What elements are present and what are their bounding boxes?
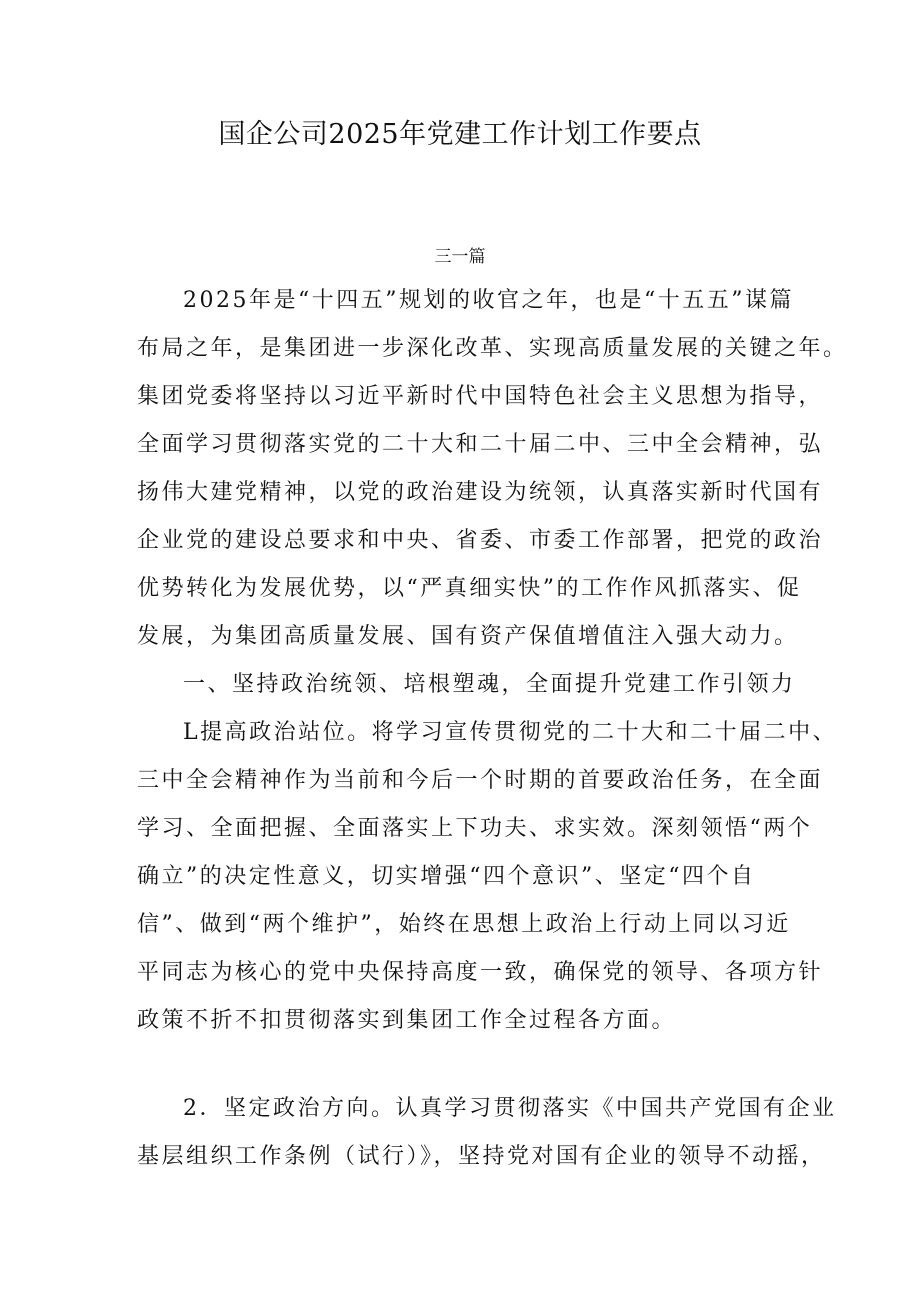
paragraph-line: 布局之年，是集团进一步深化改革、实现高质量发展的关键之年。 (137, 336, 848, 361)
paragraph-line: 信”、做到“两个维护”，始终在思想上政治上行动上同以习近 (137, 912, 791, 937)
paragraph-line: 集团党委将坚持以习近平新时代中国特色社会主义思想为指导， (137, 384, 824, 409)
paragraph-line: 企业党的建设总要求和中央、省委、市委工作部署，把党的政治 (137, 528, 824, 553)
document-subtitle: 三一篇 (434, 247, 486, 267)
paragraph-line: 基层组织工作条例（试行）》，坚持党对国有企业的领导不动摇， (137, 1144, 826, 1169)
paragraph-line: 政策不折不扣贯彻落实到集团工作全过程各方面。 (137, 1008, 677, 1033)
paragraph-line: 2025年是“十四五”规划的收官之年，也是“十五五”谋篇 (183, 288, 794, 313)
paragraph-line: 发展，为集团高质量发展、国有资产保值增值注入强大动力。 (137, 624, 799, 649)
paragraph-line: L提高政治站位。将学习宣传贯彻党的二十大和二十届二中、 (183, 720, 838, 745)
paragraph-line: 优势转化为发展优势，以“严真细实快”的工作作风抓落实、促 (137, 576, 802, 601)
paragraph-line: 扬伟大建党精神，以党的政治建设为统领，认真落实新时代国有 (137, 480, 824, 505)
paragraph-line: 确立”的决定性意义，切实增强“四个意识”、坚定“四个自 (137, 864, 756, 889)
paragraph-line: 2．坚定政治方向。认真学习贯彻落实《中国共产党国有企业 (183, 1096, 837, 1121)
paragraph-line: 平同志为核心的党中央保持高度一致，确保党的领导、各项方针 (137, 960, 824, 985)
paragraph-line: 三中全会精神作为当前和今后一个时期的首要政治任务，在全面 (137, 768, 824, 793)
document-title: 国企公司2025年党建工作计划工作要点 (218, 119, 702, 150)
paragraph-line: 学习、全面把握、全面落实上下功夫、求实效。深刻领悟“两个 (137, 816, 813, 841)
section-heading: 一、坚持政治统领、培根塑魂，全面提升党建工作引领力 (183, 672, 796, 697)
paragraph-line: 全面学习贯彻落实党的二十大和二十届二中、三中全会精神，弘 (137, 432, 824, 457)
